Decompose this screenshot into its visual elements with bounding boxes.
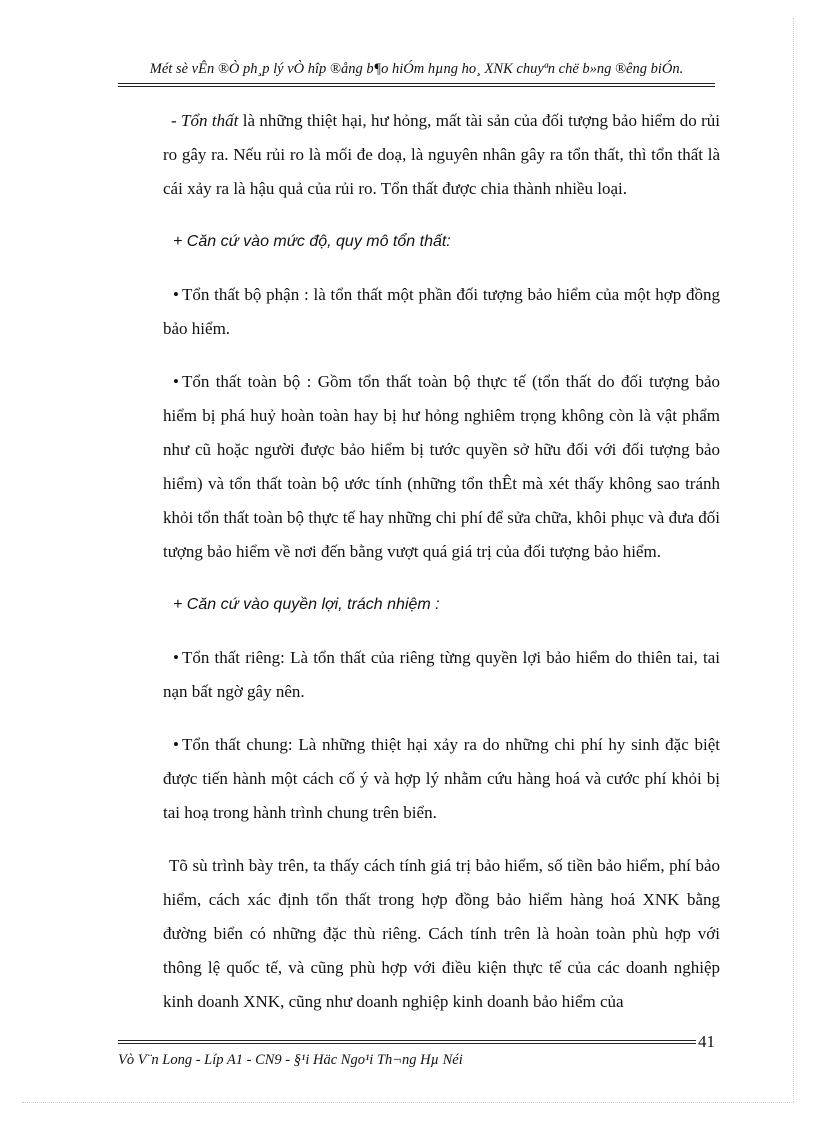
bullet-text: Tổn thất toàn bộ : Gồm tổn thất toàn bộ thực tế (tổn thất do đối tượng bảo hiểm bị phá huỷ hoàn toàn hay bị hư hỏng nghiêm trọng không còn là vật phẩm như cũ hoặc người được bảo hiểm bị tước quyền sở hữu đối với đối tượng bảo hiểm) và tổn thất toàn bộ ước tính (những tổn thÊt mà xét thấy không sao tránh khỏi tổn thất toàn bộ thực tế hay những chi phí để sửa chữa, khôi phục và đưa đối tượng bảo hiểm về nơi đến bằng vượt quá giá trị của đối tượng bảo hiểm. [163,372,720,561]
subheading-interest: + Căn cứ vào quyền lợi, trách nhiệm : [173,596,440,613]
bullet-icon: • [173,285,179,304]
dash-marker: - [171,111,182,130]
paragraph-definition [163,104,720,206]
definition-text: là những thiệt hại, hư hỏng, mất tài sản của đối tượng bảo hiểm do rủi ro gây ra. Nếu rủi ro là mối đe doạ, là nguyên nhân gây ra tổn thất, thì tổn thất là cái xảy ra là hậu quả của rủi ro. Tổn thất được chia thành nhiều loại. [163,111,720,198]
footer-rule [118,1040,696,1044]
bullet-icon: • [173,648,179,667]
header-rule [118,83,715,87]
footer-author: Vò V¨n Long - Líp A1 - CN9 - §¹i Häc Ngo¹i Th¬ng Hµ Néi [118,1052,463,1068]
bullet-icon: • [173,372,179,391]
page-border-bottom [22,1102,794,1103]
page-number: 41 [698,1032,715,1051]
term-ton-that: Tổn thất [181,111,239,130]
page-body [163,104,720,1038]
paragraph-conclusion [163,849,720,1019]
bullet-icon: • [173,735,179,754]
bullet-general-average [163,728,720,830]
bullet-total-loss [163,365,720,569]
bullet-text: Tổn thất bộ phận : là tổn thất một phần đối tượng bảo hiểm của một hợp đồng bảo hiểm. [163,285,720,338]
bullet-text: Tổn thất riêng: Là tổn thất của riêng từng quyền lợi bảo hiểm do thiên tai, tai nạn bất ngờ gây nên. [163,648,720,701]
page-footer [118,1032,715,1080]
page-border-right [793,18,794,1102]
bullet-partial-loss [163,278,720,346]
page-header [118,56,715,88]
bullet-particular-loss [163,641,720,709]
conclusion-text: Tõ sù trình bày trên, ta thấy cách tính giá trị bảo hiểm, số tiền bảo hiểm, phí bảo hiểm, cách xác định tổn thất trong hợp đồng bảo hiểm hàng hoá XNK bằng đường biển có những đặc thù riêng. Cách tính trên là hoàn toàn phù hợp với thông lệ quốc tế, và cũng phù hợp với điều kiện thực tế của các doanh nghiệp kinh doanh XNK, cũng như doanh nghiệp kinh doanh bảo hiểm của [163,856,720,1011]
header-title: Mét sè vÊn ®Ò ph¸p lý vÒ hîp ®ång b¶o hiÓm hµng ho¸ XNK chuyªn chë b»ng ®êng biÓn. [149,61,684,77]
bullet-text: Tổn thất chung: Là những thiệt hại xảy ra do những chi phí hy sinh đặc biệt được tiến hành một cách cố ý và hợp lý nhằm cứu hàng hoá và cước phí khỏi bị tai hoạ trong hành trình chung trên biển. [163,735,720,822]
subheading-scale: + Căn cứ vào mức độ, quy mô tổn thất: [173,233,451,250]
